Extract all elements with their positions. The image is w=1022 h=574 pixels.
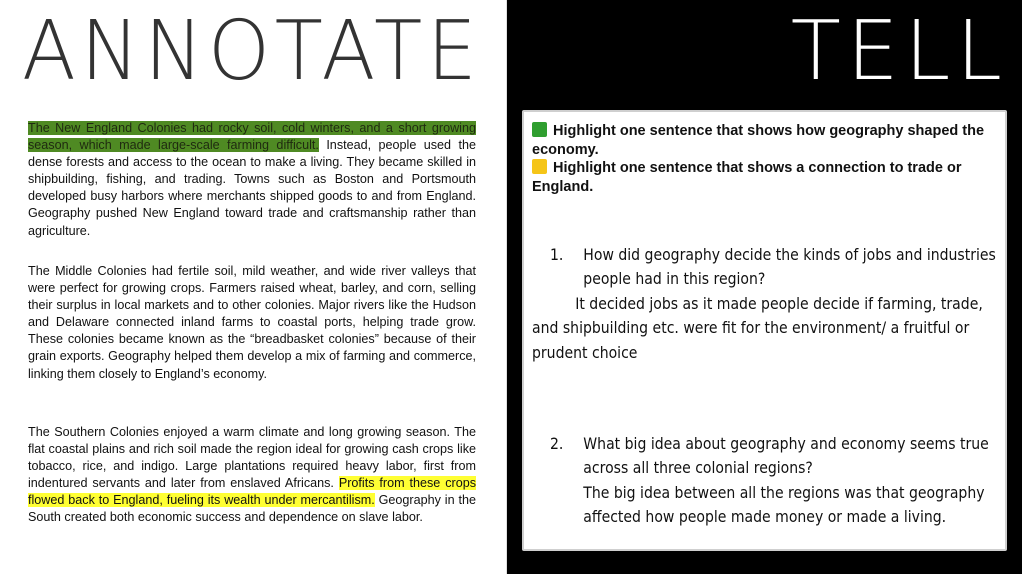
passage-text: Geography in the South created both economic success and dependence on slave labor. xyxy=(28,493,476,525)
tell-panel xyxy=(507,0,1022,574)
new-england-passage[interactable] xyxy=(28,120,476,240)
question-text: How did geography decide the kinds of jobs and industries people had in this region? xyxy=(583,246,996,289)
annotate-panel xyxy=(0,0,507,574)
instruction-text: Highlight one sentence that shows a connection to trade or England. xyxy=(532,160,962,195)
question-1 xyxy=(532,243,996,365)
question-text: What big idea about geography and economy seems true across all three colonial regions? xyxy=(583,435,989,478)
passage-text: The Southern Colonies enjoyed a warm climate and long growing season. The flat coastal plains and rich soil made the region ideal for growing cash crops like tobacco, rice, and indigo. Large plantations required heavy labor, first from indentured servants and later from enslaved Africans. xyxy=(28,425,476,491)
question-2 xyxy=(532,432,989,530)
passage-text: Instead, people used the dense forests and access to the ocean to make a living. They became skilled in shipbuilding, fishing, and trading. Towns such as Boston and Portsmouth developed busy harbors where merchants shipped goods to and from England. Geography pushed New England toward trade and craftsmanship rather than agriculture. xyxy=(28,138,476,238)
green-square-icon xyxy=(532,122,547,137)
green-highlight[interactable]: The New England Colonies had rocky soil, cold winters, and a short growing season, which made large-scale farming difficult. xyxy=(28,121,476,153)
instruction-geography xyxy=(532,122,1002,159)
answer-text[interactable]: It decided jobs as it made people decide if farming, trade, and shipbuilding etc. were fit for the environment/ a fruitful or prudent choice xyxy=(532,294,983,362)
response-card[interactable] xyxy=(522,110,1007,551)
passage-text: The Middle Colonies had fertile soil, mild weather, and wide river valleys that were perfect for growing crops. Farmers raised wheat, barley, and corn, selling their surplus in local markets and to other colonies. Major rivers like the Hudson and Delaware connected inland farms to coastal ports, helping trade grow. These colonies became known as the “breadbasket colonies” because of their grain exports. Geography helped them develop a mix of farming and commerce, linking them closely to England’s economy. xyxy=(28,264,476,381)
instruction-text: Highlight one sentence that shows how geography shaped the economy. xyxy=(532,123,985,158)
yellow-square-icon xyxy=(532,159,547,174)
tell-title: TELL xyxy=(790,4,1008,99)
middle-colonies-passage[interactable] xyxy=(28,263,476,383)
answer-text[interactable]: The big idea between all the regions was that geography affected how people made money or made a living. xyxy=(583,483,985,527)
instruction-trade xyxy=(532,159,1002,196)
yellow-highlight[interactable]: Profits from these crops flowed back to England, fueling its wealth under mercantilism. xyxy=(28,476,477,508)
southern-colonies-passage[interactable] xyxy=(28,424,476,527)
question-number: 1. xyxy=(550,246,564,264)
annotate-title: ANNOTATE xyxy=(22,4,482,99)
question-number: 2. xyxy=(550,435,564,453)
